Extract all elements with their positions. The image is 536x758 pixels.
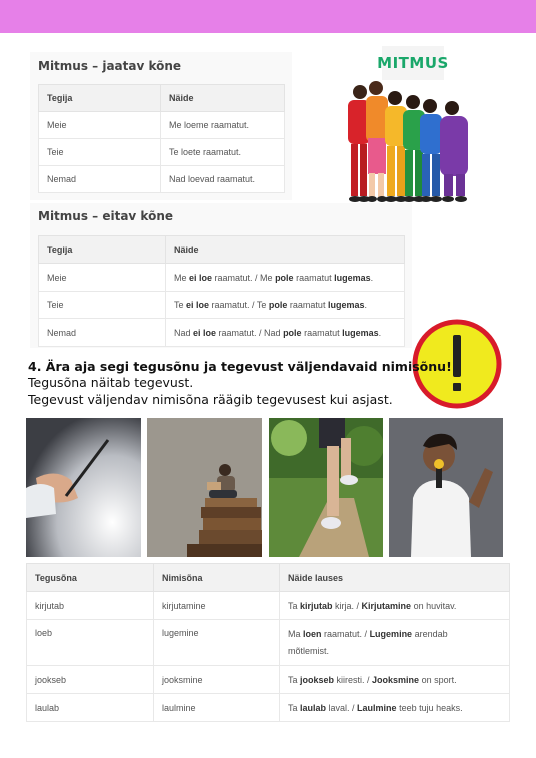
- table-row: [39, 292, 405, 319]
- cell-naide: Me ei loe raamatut. / Me pole raamatut lugemas.: [166, 264, 405, 292]
- cell-naide: Me loeme raamatut.: [161, 112, 285, 139]
- table-row: [27, 620, 510, 666]
- cell-naide: Te ei loe raamatut. / Te pole raamatut lugemas.: [166, 292, 405, 319]
- cell-verb: laulab: [27, 694, 154, 722]
- col-header-naide-lauses: Näide lauses: [280, 564, 510, 592]
- table-row: [39, 139, 285, 166]
- cell-noun: laulmine: [154, 694, 280, 722]
- cell-verb: loeb: [27, 620, 154, 666]
- cell-tegija: Nemad: [39, 166, 161, 193]
- section-heading: 4. Ära aja segi tegusõnu ja tegevust väljendavaid nimisõnu!: [28, 359, 452, 374]
- table-row: [39, 112, 285, 139]
- col-header-tegija: Tegija: [39, 236, 166, 264]
- cell-noun: kirjutamine: [154, 592, 280, 620]
- running-legs-photo: [269, 418, 383, 557]
- verbs-table: [26, 563, 510, 722]
- cell-tegija: Meie: [39, 264, 166, 292]
- col-header-nimisona: Nimisõna: [154, 564, 280, 592]
- col-header-tegusona: Tegusõna: [27, 564, 154, 592]
- cell-tegija: Meie: [39, 112, 161, 139]
- definition-noun: Tegevust väljendav nimisõna räägib tegevusest kui asjast.: [28, 392, 393, 407]
- negative-table: [38, 235, 405, 347]
- positive-title: Mitmus – jaatav kõne: [38, 59, 182, 73]
- cell-naide: Te loete raamatut.: [161, 139, 285, 166]
- negative-title: Mitmus – eitav kõne: [38, 209, 174, 223]
- table-row: [39, 319, 405, 347]
- mitmus-logo: [377, 46, 449, 80]
- people-group-image: [340, 78, 485, 206]
- cell-verb: kirjutab: [27, 592, 154, 620]
- cell-example: Ta laulab laval. / Laulmine teeb tuju heaks.: [280, 694, 510, 722]
- cell-example: Ta kirjutab kirja. / Kirjutamine on huvitav.: [280, 592, 510, 620]
- table-row: [27, 666, 510, 694]
- table-row: [27, 694, 510, 722]
- cell-naide: Nad ei loe raamatut. / Nad pole raamatut lugemas.: [166, 319, 405, 347]
- cell-example: Ma loen raamatut. / Lugemine arendab mõtlemist.: [280, 620, 510, 666]
- cell-noun: jooksmine: [154, 666, 280, 694]
- logo-text: MITMUS: [377, 54, 449, 72]
- cell-tegija: Teie: [39, 292, 166, 319]
- table-row: [39, 166, 285, 193]
- col-header-naide: Näide: [161, 85, 285, 112]
- cell-tegija: Nemad: [39, 319, 166, 347]
- positive-table: [38, 84, 285, 193]
- top-color-bar: [0, 0, 536, 33]
- table-row: [39, 264, 405, 292]
- singing-boy-photo: [389, 418, 503, 557]
- writing-hand-photo: [26, 418, 141, 557]
- reading-on-books-photo: [147, 418, 262, 557]
- cell-verb: jookseb: [27, 666, 154, 694]
- definition-verb: Tegusõna näitab tegevust.: [28, 375, 194, 390]
- cell-tegija: Teie: [39, 139, 161, 166]
- cell-example: Ta jookseb kiiresti. / Jooksmine on sport.: [280, 666, 510, 694]
- col-header-naide: Näide: [166, 236, 405, 264]
- col-header-tegija: Tegija: [39, 85, 161, 112]
- table-row: [27, 592, 510, 620]
- cell-noun: lugemine: [154, 620, 280, 666]
- cell-naide: Nad loevad raamatut.: [161, 166, 285, 193]
